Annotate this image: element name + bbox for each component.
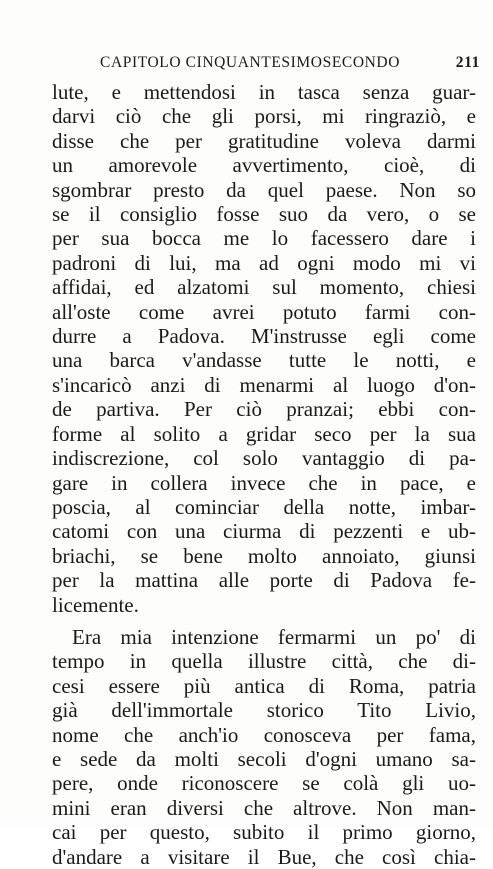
- text-line: padroni di lui, ma ad ogni modo mi vi: [52, 250, 476, 275]
- text-line: mini eran diversi che altrove. Non man-: [52, 795, 476, 820]
- text-line: poscia, al cominciar della notte, imbar-: [52, 494, 476, 519]
- text-line: gare in collera invece che in pace, e: [52, 470, 476, 495]
- text-line: tempo in quella illustre città, che di-: [52, 649, 476, 674]
- page-number: 211: [455, 54, 480, 71]
- text-line: forme al solito a gridar seco per la sua: [52, 421, 476, 446]
- text-line: disse che per gratitudine voleva darmi: [52, 128, 476, 153]
- text-line: licemente.: [52, 592, 139, 617]
- text-line: de partiva. Per ciò pranzai; ebbi con-: [52, 397, 476, 422]
- text-line: un amorevole avvertimento, cioè, di: [52, 153, 476, 178]
- text-line: Era mia intenzione fermarmi un po' di: [72, 624, 476, 649]
- text-line: se il consiglio fosse suo da vero, o se: [52, 202, 476, 227]
- text-line: d'andare a visitare il Bue, che così chia-: [52, 844, 476, 869]
- running-head: [100, 54, 480, 76]
- chapter-title: CAPITOLO CINQUANTESIMOSECONDO: [100, 54, 400, 71]
- text-line: pere, onde riconoscere se colà gli uo-: [52, 771, 476, 796]
- body-text: [52, 80, 476, 869]
- text-line: per la mattina alle porte di Padova fe-: [52, 568, 476, 593]
- text-line: cai per questo, subito il primo giorno,: [52, 820, 476, 845]
- text-line: nome che anch'io conosceva per fama,: [52, 722, 476, 747]
- text-line: cesi essere più antica di Roma, patria: [52, 673, 476, 698]
- text-line: darvi ciò che gli porsi, mi ringraziò, e: [52, 104, 476, 129]
- text-line: indiscrezione, col solo vantaggio di pa-: [52, 446, 476, 471]
- paragraph: [52, 625, 476, 869]
- text-line: già dell'immortale storico Tito Livio,: [52, 698, 476, 723]
- text-line: all'oste come avrei potuto farmi con-: [52, 299, 476, 324]
- text-line: durre a Padova. M'instrusse egli come: [52, 324, 476, 349]
- text-line: una barca v'andasse tutte le notti, e: [52, 348, 476, 373]
- text-line: briachi, se bene molto annoiato, giunsi: [52, 543, 476, 568]
- text-line: catomi con una ciurma di pezzenti e ub-: [52, 519, 476, 544]
- text-line: sgombrar presto da quel paese. Non so: [52, 177, 476, 202]
- text-line: e sede da molti secoli d'ogni umano sa-: [52, 746, 476, 771]
- paragraph-gap: [52, 617, 476, 625]
- text-line: lute, e mettendosi in tasca senza guar-: [52, 80, 476, 104]
- text-line: per sua bocca me lo facessero dare i: [52, 226, 476, 251]
- text-line: s'incaricò anzi di menarmi al luogo d'on-: [52, 372, 476, 397]
- text-line: affidai, ed alzatomi sul momento, chiesi: [52, 275, 476, 300]
- paragraph: [52, 80, 476, 617]
